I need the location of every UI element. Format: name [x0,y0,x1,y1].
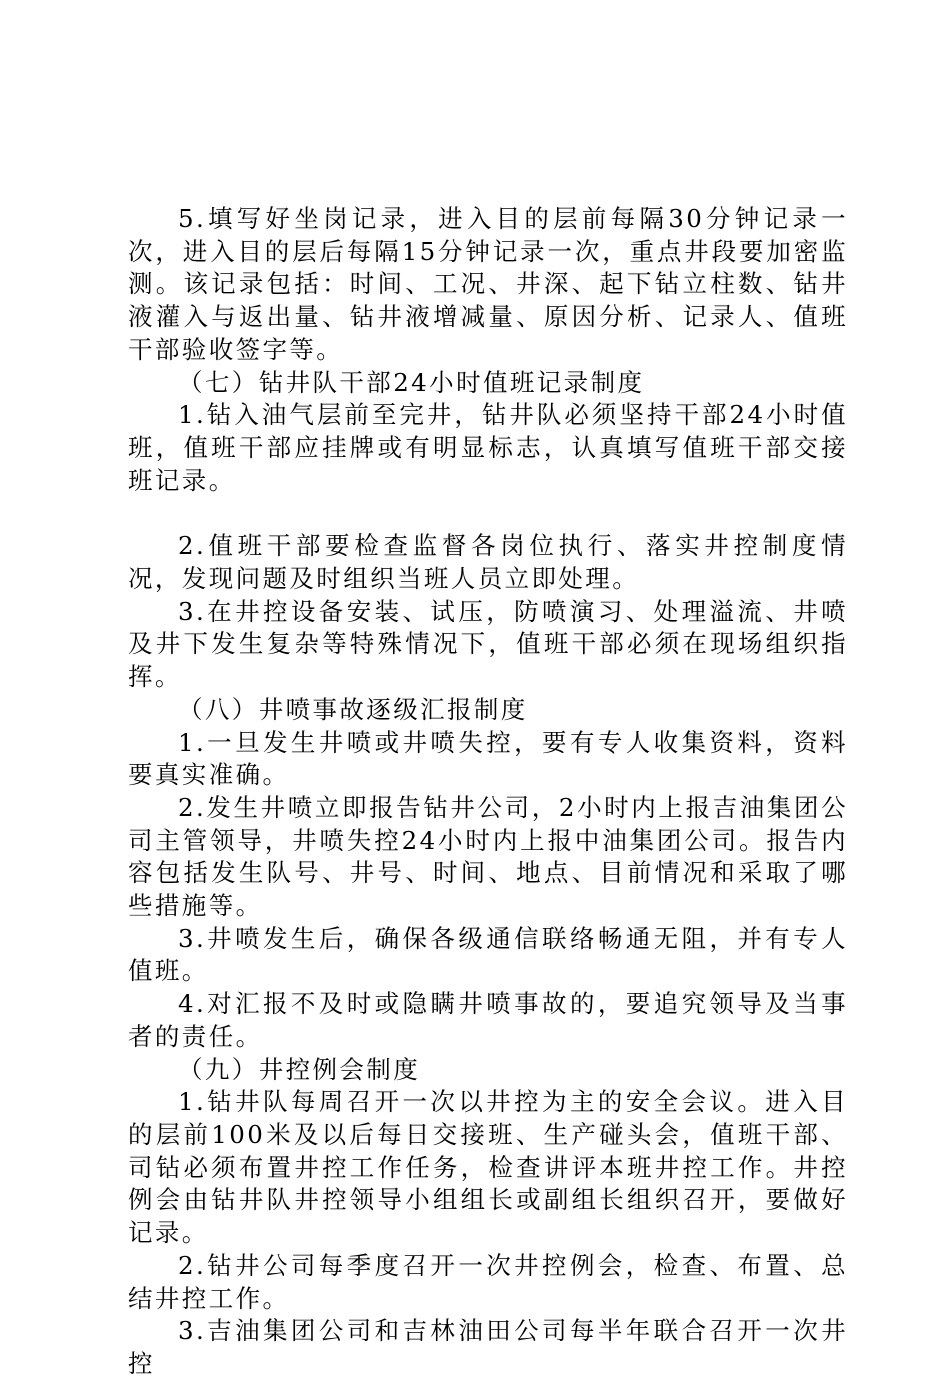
paragraph-item-3-onsite-command: 3.在井控设备安装、试压，防喷演习、处理溢流、井喷及井下发生复杂等特殊情况下，值班干部必须在现场组织指挥。 [128,596,848,692]
document-page [128,203,848,1381]
paragraph-item-2-inspection: 2.值班干部要检查监督各岗位执行、落实井控制度情况，发现问题及时组织当班人员立即处理。 [128,531,848,594]
section-heading-8: （八）井喷事故逐级汇报制度 [178,694,528,724]
paragraph-item-3-semiannual-meeting: 3.吉油集团公司和吉林油田公司每半年联合召开一次井控 [128,1316,848,1378]
paragraph-item-3-communication: 3.井喷发生后，确保各级通信联络畅通无阻，并有专人值班。 [128,923,848,986]
paragraph-item-5-shift-log: 5.填写好坐岗记录，进入目的层前每隔30分钟记录一次，进入目的层后每隔15分钟记录一次，重点井段要加密监测。该记录包括：时间、工况、井深、起下钻立柱数、钻井液灌入与返出量、钻井液增减量、原因分析、记录人、值班干部验收签字等。 [128,204,848,364]
paragraph-item-1-weekly-meeting: 1.钻井队每周召开一次以井控为主的安全会议。进入目的层前100米及以后每日交接班、生产碰头会，值班干部、司钻必须布置井控工作任务，检查讲评本班井控工作。井控例会由钻井队井控领导小组组长或副组长组织召开，要做好记录。 [128,1087,848,1248]
paragraph-item-2-quarterly-meeting: 2.钻井公司每季度召开一次井控例会，检查、布置、总结井控工作。 [128,1250,848,1313]
paragraph-gap [128,497,848,530]
paragraph-item-4-accountability: 4.对汇报不及时或隐瞒井喷事故的，要追究领导及当事者的责任。 [128,989,848,1051]
section-heading-9: （九）井控例会制度 [178,1054,421,1084]
paragraph-item-1-data-collection: 1.一旦发生井喷或井喷失控，要有专人收集资料，资料要真实准确。 [128,727,848,790]
paragraph-item-2-reporting: 2.发生井喷立即报告钻井公司，2小时内上报吉油集团公司主管领导，井喷失控24小时内上报中油集团公司。报告内容包括发生队号、井号、时间、地点、目前情况和采取了哪些措施等。 [128,792,848,921]
section-heading-7: （七）钻井队干部24小时值班记录制度 [178,367,645,397]
paragraph-item-1-duty: 1.钻入油气层前至完井，钻井队必须坚持干部24小时值班，值班干部应挂牌或有明显标志，认真填写值班干部交接班记录。 [128,400,848,495]
